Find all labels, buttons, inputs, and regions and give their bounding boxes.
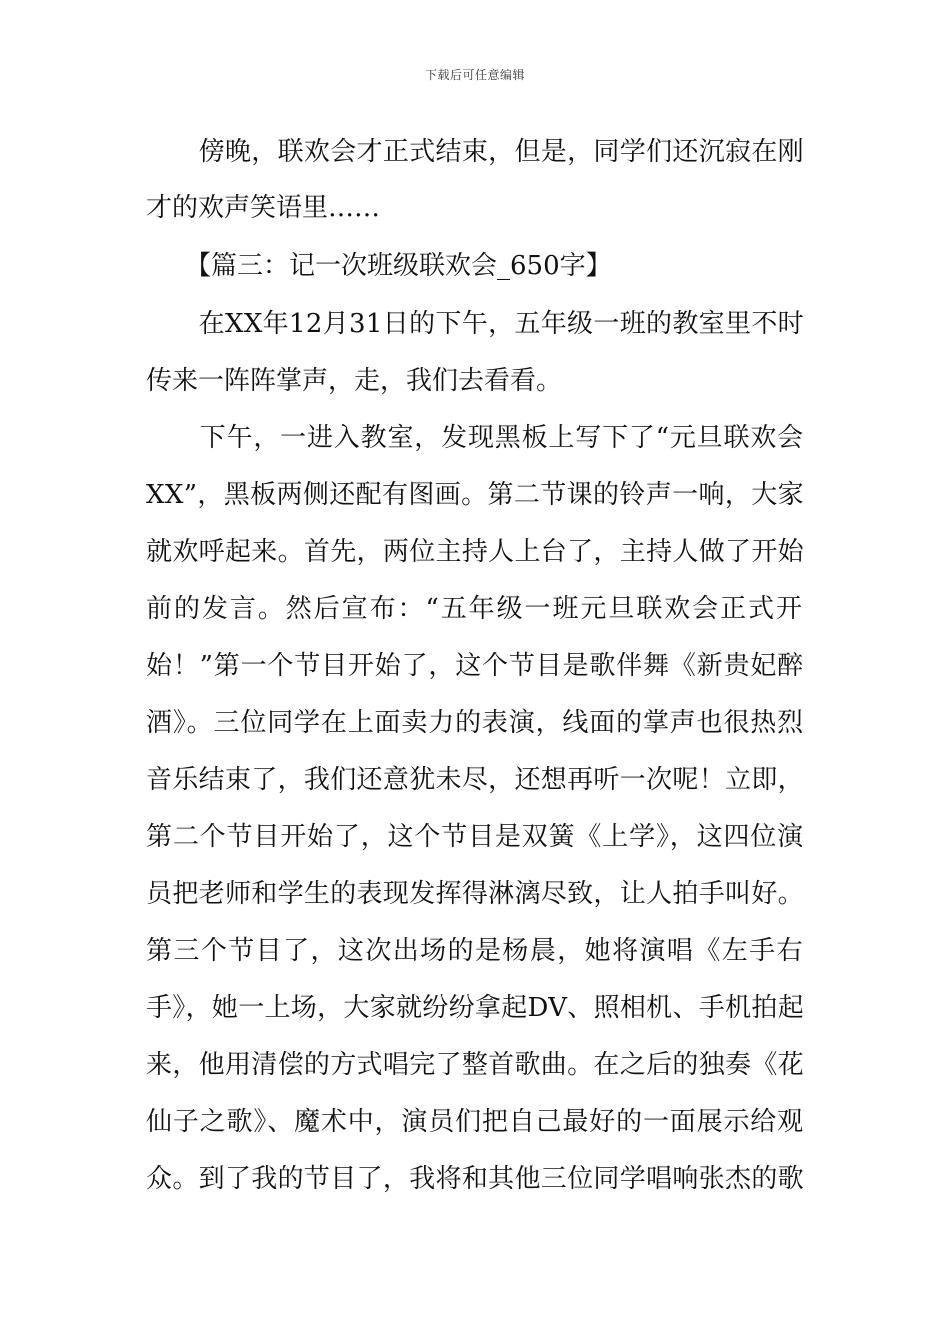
section-heading: 【篇三：记一次班级联欢会_650字】 bbox=[146, 251, 612, 281]
text-line: 就欢呼起来。首先，两位主持人上台了，主持人做了开始 bbox=[146, 537, 804, 567]
page-header: 下载后可任意编辑 bbox=[424, 68, 525, 82]
text-line: 傍晚，联欢会才正式结束，但是，同学们还沉寂在刚 bbox=[146, 137, 804, 167]
text-line: XX”，黑板两侧还配有图画。第二节课的铃声一响，大家 bbox=[146, 480, 804, 510]
text-line: 前的发言。然后宣布：“五年级一班元旦联欢会正式开 bbox=[146, 594, 804, 624]
text-line: 员把老师和学生的表现发挥得淋漓尽致，让人拍手叫好。 bbox=[146, 879, 804, 909]
text-line: 音乐结束了，我们还意犹未尽，还想再听一次呢！立即， bbox=[146, 765, 804, 795]
text-line: 众。到了我的节目了，我将和其他三位同学唱响张杰的歌 bbox=[146, 1164, 804, 1194]
text-line: 来，他用清偿的方式唱完了整首歌曲。在之后的独奏《花 bbox=[146, 1050, 804, 1080]
text-line: 才的欢声笑语里…… bbox=[146, 193, 381, 223]
text-line: 第二个节目开始了，这个节目是双簧《上学》，这四位演 bbox=[146, 822, 804, 852]
text-line: 第三个节目了，这次出场的是杨晨，她将演唱《左手右 bbox=[146, 936, 804, 966]
text-line: 传来一阵阵掌声，走，我们去看看。 bbox=[146, 366, 563, 396]
text-line: 在XX年12月31日的下午，五年级一班的教室里不时 bbox=[146, 309, 804, 339]
text-line: 仙子之歌》、魔术中，演员们把自己最好的一面展示给观 bbox=[146, 1107, 804, 1137]
text-line: 手》，她一上场，大家就纷纷拿起DV、照相机、手机拍起 bbox=[146, 993, 804, 1023]
text-line: 始！”第一个节目开始了，这个节目是歌伴舞《新贵妃醉 bbox=[146, 651, 804, 681]
text-line: 酒》。三位同学在上面卖力的表演，线面的掌声也很热烈 bbox=[146, 708, 804, 738]
text-line: 下午，一进入教室，发现黑板上写下了“元旦联欢会 bbox=[146, 423, 804, 453]
